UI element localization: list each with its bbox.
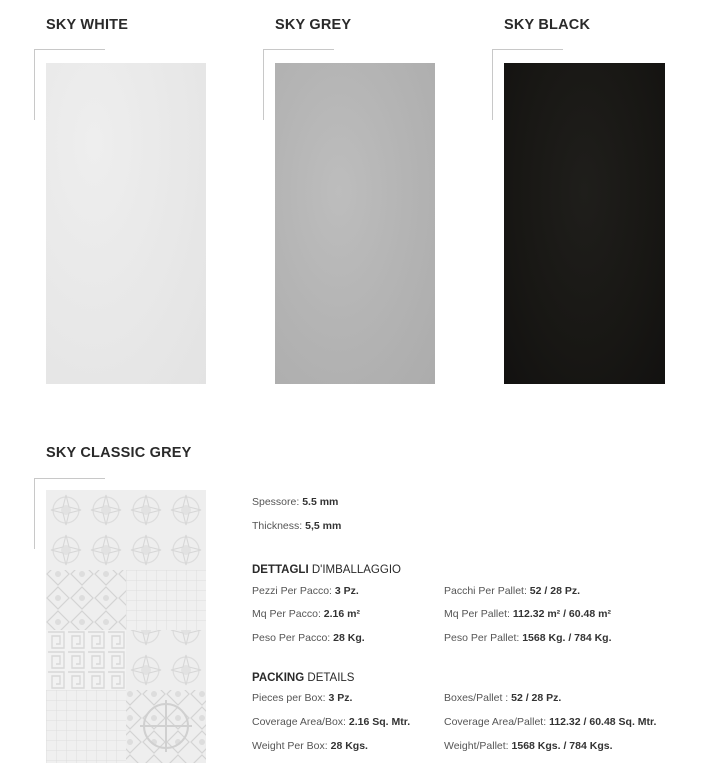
it-packing-heading bbox=[252, 564, 401, 576]
it-left-row-1 bbox=[252, 608, 360, 620]
en-right-row-1 bbox=[444, 716, 656, 728]
it-left-row-2 bbox=[252, 632, 365, 644]
spec-value: 52 / 28 Pz. bbox=[511, 692, 562, 704]
spec-value: 2.16 m² bbox=[323, 608, 360, 620]
spec-label: Coverage Area/Box: bbox=[252, 716, 346, 728]
spec-value: 3 Pz. bbox=[334, 585, 359, 597]
spec-label: Weight Per Box: bbox=[252, 740, 328, 752]
spec-label: Coverage Area/Pallet: bbox=[444, 716, 547, 728]
tile-title-sky-grey: SKY GREY bbox=[275, 17, 352, 33]
spec-value: 28 Kg. bbox=[333, 632, 365, 644]
en-packing-heading-bold: PACKING bbox=[252, 672, 305, 684]
thickness-en-value: 5,5 mm bbox=[305, 520, 342, 532]
en-left-row-1 bbox=[252, 716, 410, 728]
it-left-row-0 bbox=[252, 585, 359, 597]
spec-value: 1568 Kg. / 784 Kg. bbox=[522, 632, 612, 644]
spec-value: 2.16 Sq. Mtr. bbox=[348, 716, 411, 728]
spec-label: Mq Per Pacco: bbox=[252, 608, 321, 620]
thickness-it-label: Spessore: bbox=[252, 496, 300, 508]
en-left-row-2 bbox=[252, 740, 368, 752]
spec-value: 3 Pz. bbox=[328, 692, 353, 704]
tile-swatch-sky-white bbox=[46, 63, 206, 384]
spec-value: 28 Kgs. bbox=[330, 740, 368, 752]
spec-label: Boxes/Pallet : bbox=[444, 692, 509, 704]
thickness-en bbox=[252, 520, 341, 532]
spec-label: Peso Per Pallet: bbox=[444, 632, 520, 644]
tile-title-sky-black: SKY BLACK bbox=[504, 17, 591, 33]
spec-value: 52 / 28 Pz. bbox=[529, 585, 580, 597]
patchwork-pattern-image bbox=[46, 490, 206, 763]
en-packing-heading-rest: DETAILS bbox=[304, 672, 355, 684]
thickness-en-label: Thickness: bbox=[252, 520, 303, 532]
tile-title-sky-classic-grey: SKY CLASSIC GREY bbox=[46, 445, 192, 461]
en-right-row-2 bbox=[444, 740, 613, 752]
thickness-it bbox=[252, 496, 338, 508]
spec-label: Pezzi Per Pacco: bbox=[252, 585, 332, 597]
tile-swatch-sky-grey bbox=[275, 63, 435, 384]
tile-title-sky-white: SKY WHITE bbox=[46, 17, 129, 33]
spec-value: 112.32 / 60.48 Sq. Mtr. bbox=[549, 716, 657, 728]
thickness-it-value: 5.5 mm bbox=[302, 496, 339, 508]
spec-label: Mq Per Pallet: bbox=[444, 608, 510, 620]
it-packing-heading-rest: D'IMBALLAGGIO bbox=[308, 564, 401, 576]
spec-label: Peso Per Pacco: bbox=[252, 632, 331, 644]
en-right-row-0 bbox=[444, 692, 561, 704]
spec-value: 1568 Kgs. / 784 Kgs. bbox=[511, 740, 613, 752]
en-packing-heading bbox=[252, 672, 354, 684]
spec-label: Pieces per Box: bbox=[252, 692, 326, 704]
spec-label: Pacchi Per Pallet: bbox=[444, 585, 527, 597]
tile-swatch-sky-black bbox=[504, 63, 665, 384]
it-right-row-0 bbox=[444, 585, 580, 597]
spec-value: 112.32 m² / 60.48 m² bbox=[512, 608, 611, 620]
it-packing-heading-bold: DETTAGLI bbox=[252, 564, 309, 576]
tile-swatch-sky-classic-grey bbox=[46, 490, 206, 763]
spec-label: Weight/Pallet: bbox=[444, 740, 509, 752]
en-left-row-0 bbox=[252, 692, 352, 704]
it-right-row-2 bbox=[444, 632, 612, 644]
it-right-row-1 bbox=[444, 608, 611, 620]
